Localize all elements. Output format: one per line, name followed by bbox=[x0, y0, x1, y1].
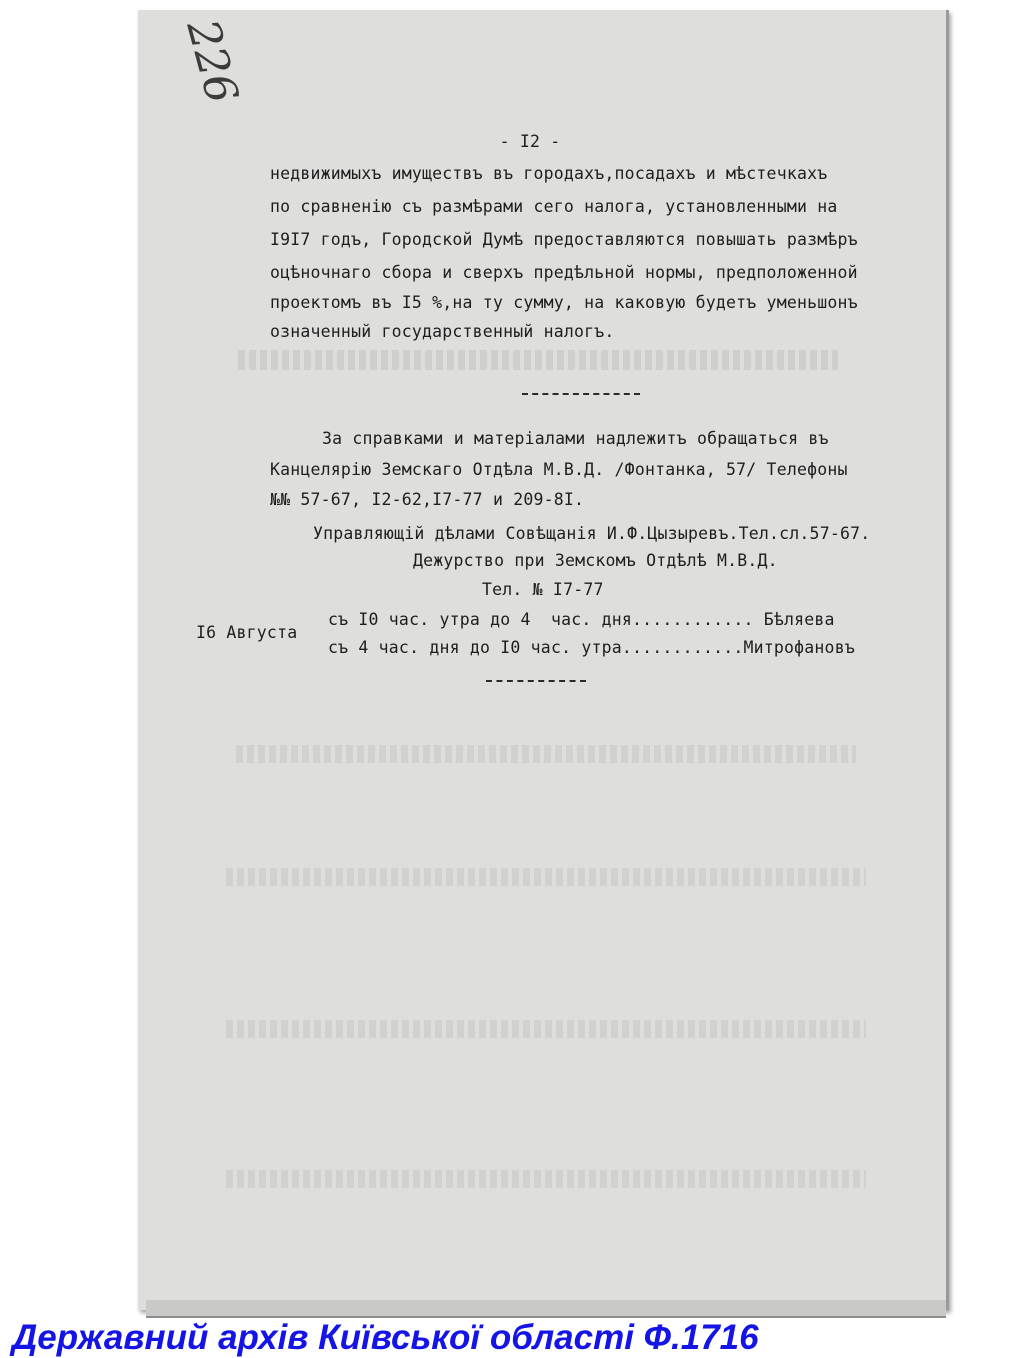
end-divider bbox=[486, 680, 586, 682]
duty-phone: Тел. № I7-77 bbox=[482, 580, 604, 599]
bleed-through-line bbox=[226, 868, 866, 886]
archive-watermark: Державний архів Київської області Ф.1716 bbox=[12, 1318, 759, 1357]
paragraph-line: означенный государственный налогъ. bbox=[270, 322, 615, 341]
paragraph-line: оцѣночнаго сбора и сверхъ предѣльной нормы, предположенной bbox=[270, 263, 858, 282]
paragraph-line: по сравненію съ размѣрами сего налога, установленными на bbox=[270, 197, 838, 216]
bleed-through-line bbox=[226, 1170, 866, 1188]
bleed-through-line bbox=[226, 1020, 866, 1038]
paragraph-line: недвижимыхъ имуществъ въ городахъ,посадахъ и мѣстечкахъ bbox=[270, 164, 828, 183]
paragraph-line: проектомъ въ I5 %,на ту сумму, на каковую будетъ уменьшонъ bbox=[270, 293, 858, 312]
sheet-bottom-edge bbox=[146, 1300, 946, 1318]
page-number: - I2 - bbox=[499, 132, 561, 151]
section-divider bbox=[522, 393, 640, 395]
duty-shift-row: съ I0 час. утра до 4 час. дня............ Бѣляева bbox=[328, 610, 835, 629]
info-line: №№ 57-67, I2-62,I7-77 и 209-8I. bbox=[270, 490, 585, 509]
duty-shift-row: съ 4 час. дня до I0 час. утра............Митрофановъ bbox=[328, 638, 855, 657]
manager-line: Управляющій дѣлами Совѣщанія И.Ф.Цызыревъ.Тел.сл.57-67. bbox=[313, 524, 871, 543]
handwritten-archive-number: 226 bbox=[176, 14, 248, 109]
paragraph-line: I9I7 годъ, Городской Думѣ предоставляются повышать размѣръ bbox=[270, 230, 858, 249]
bleed-through-line bbox=[238, 350, 838, 370]
duty-date: I6 Августа bbox=[196, 623, 298, 642]
info-line: За справками и матеріалами надлежитъ обращаться въ bbox=[322, 429, 829, 448]
info-line: Канцелярію Земскаго Отдѣла М.В.Д. /Фонтанка, 57/ Телефоны bbox=[270, 460, 848, 479]
bleed-through-line bbox=[236, 745, 856, 763]
duty-title: Дежурство при Земскомъ Отдѣлѣ М.В.Д. bbox=[413, 551, 778, 570]
